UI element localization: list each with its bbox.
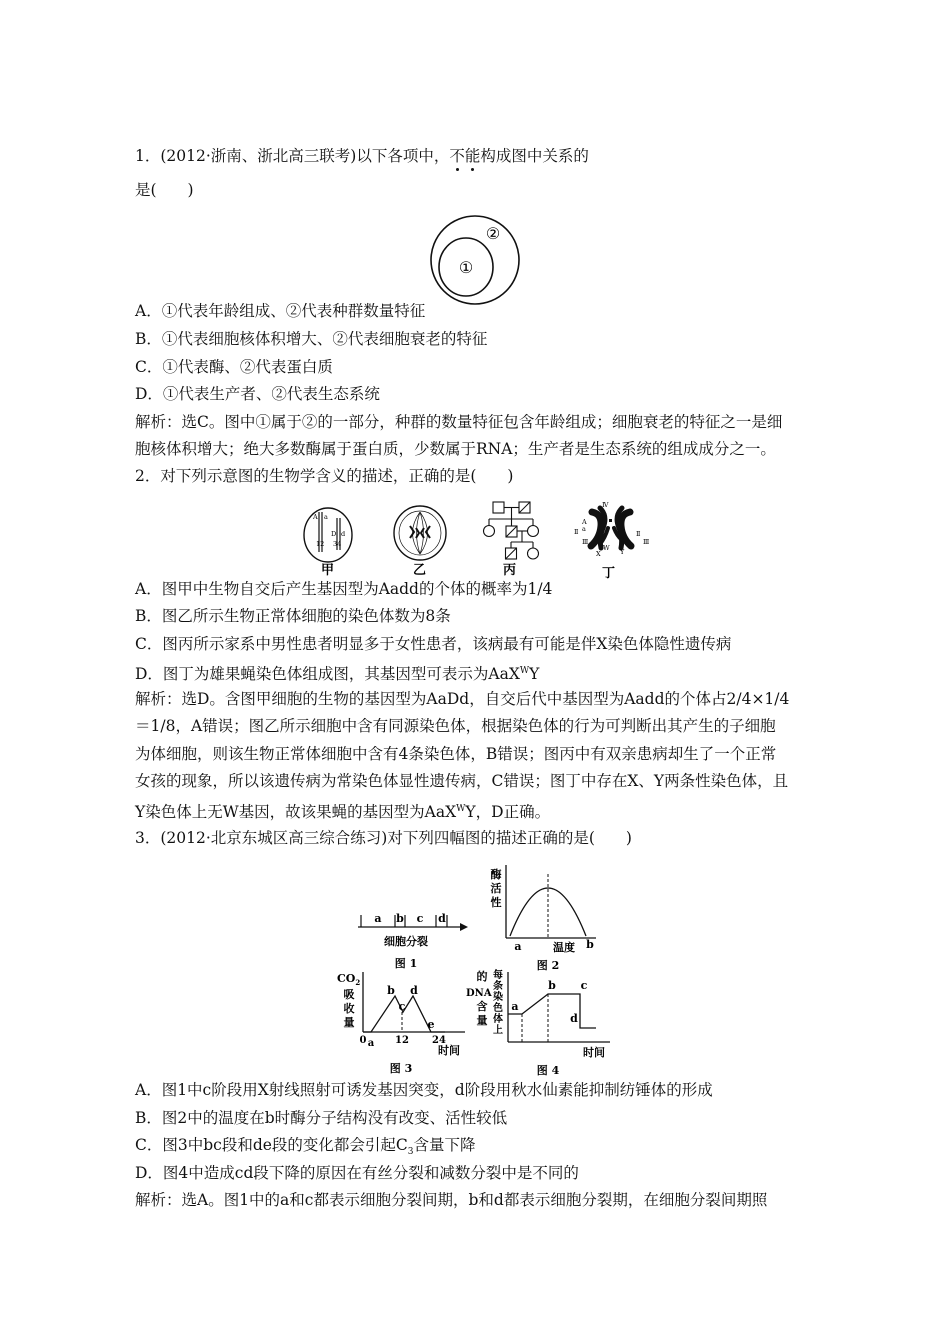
q3-option-c — [135, 1135, 476, 1162]
q3-fig1-seg-c: c — [416, 912, 424, 925]
q3-fig3-point-a: a — [367, 1038, 375, 1049]
q3-fig4-ylabel-a6: 上 — [493, 1025, 503, 1036]
q3-fig1-axis: 细胞分裂 — [384, 935, 428, 948]
q2-caption-ding: 丁 — [602, 566, 616, 581]
q3-option-d: D．图4中造成cd段下降的原因在有丝分裂和减数分裂中是不同的 — [135, 1164, 579, 1182]
q3-fig1-seg-b: b — [396, 912, 404, 925]
q3-fig3-tick-24: 24 — [432, 1035, 446, 1046]
q3-option-c-end: 含量下降 — [413, 1136, 476, 1154]
q2-ding-label-A: A — [582, 518, 587, 526]
q2-ding-label-IV: Ⅳ — [602, 501, 609, 509]
q2-option-d-sup: W — [519, 666, 530, 676]
q3-fig4-caption: 图 4 — [536, 1064, 560, 1077]
q3-fig3-point-b: b — [387, 984, 395, 997]
q3-fig4-point-c: c — [580, 979, 588, 992]
q3-fig4-point-b: b — [548, 979, 556, 992]
q2-fig-bing — [484, 502, 539, 559]
q3-option-a: A．图1中c阶段用X射线照射可诱发基因突变，d阶段用秋水仙素能抑制纺锤体的形成 — [135, 1081, 713, 1099]
q1-inner-label: ① — [458, 258, 474, 277]
q2-fig-ding — [574, 501, 649, 558]
q2-option-d — [135, 661, 539, 684]
q3-fig4-ylabel-b1: 含 — [476, 1000, 488, 1013]
q3-fig2-x-a: a — [514, 940, 522, 953]
q3-fig4-point-a: a — [511, 1000, 519, 1013]
q1-option-d: D．①代表生产者、②代表生态系统 — [135, 385, 380, 403]
q2-ding-label-X: X — [596, 550, 601, 558]
q2-analysis-line2: ＝1/8，A错误；图乙所示细胞中含有同源染色体，根据染色体的行为可判断出其产生的子细胞 — [135, 717, 776, 735]
q1-stem — [135, 146, 589, 166]
q2-analysis-end: Y，D正确。 — [465, 803, 551, 822]
q3-fig3-tick-12: 12 — [395, 1035, 409, 1046]
q3-fig3-caption: 图 3 — [389, 1062, 413, 1075]
q3-fig4-point-d: d — [570, 1012, 578, 1025]
q3-fig1-seg-a: a — [374, 912, 382, 925]
q3-fig2-ylabel-3: 性 — [490, 896, 502, 909]
q3-option-c-sub: 3 — [407, 1147, 414, 1158]
q2-option-a: A．图甲中生物自交后产生基因型为Aadd的个体的概率为1/4 — [135, 580, 553, 598]
q3-fig2-caption: 图 2 — [536, 959, 560, 972]
q3-analysis-line1: 解析：选A。图1中的a和c都表示细胞分裂间期，b和d都表示细胞分裂期，在细胞分裂间期照 — [135, 1191, 768, 1209]
q2-option-b: B．图乙所示生物正常体细胞的染色体数为8条 — [135, 607, 451, 625]
q3-fig2-ylabel-1: 酶 — [490, 868, 502, 881]
q3-figure-2 — [488, 860, 608, 975]
q2-ding-label-II-left: Ⅱ — [574, 528, 579, 536]
q3-fig4-de: 的 — [476, 970, 488, 983]
q3-fig2-xlabel: 温度 — [553, 941, 575, 954]
q2-jia-label-12: 12 — [316, 540, 325, 548]
q2-analysis-line5-text: Y染色体上无W基因，故该果蝇的基因型为AaX — [135, 803, 457, 822]
q3-fig4-ylabel-a4: 色 — [493, 1003, 503, 1014]
q1-stem-post: 构成图中关系的 — [480, 147, 589, 165]
q2-figures — [295, 498, 695, 581]
q2-analysis-line5 — [135, 799, 550, 822]
q2-ding-label-W: W — [603, 544, 610, 552]
q1-analysis-line1: 解析：选C。图中①属于②的一部分，种群的数量特征包含年龄组成；细胞衰老的特征之一是细 — [135, 413, 783, 431]
q3-fig3-xlabel: 时间 — [438, 1044, 460, 1057]
q2-stem: 2．对下列示意图的生物学含义的描述，正确的是( ) — [135, 467, 514, 485]
q3-fig3-co2-sub: 2 — [355, 978, 361, 987]
q1-option-b: B．①代表细胞核体积增大、②代表细胞衰老的特征 — [135, 330, 488, 348]
q1-analysis-line2: 胞核体积增大；绝大多数酶属于蛋白质，少数属于RNA；生产者是生态系统的组成成分之一。 — [135, 440, 776, 458]
q1-stem-emph1: 不 — [449, 147, 465, 165]
q3-fig4-ylabel-a1: 每 — [493, 970, 503, 981]
q3-option-c-text: C．图3中bc段和de段的变化都会引起C — [135, 1136, 408, 1154]
q1-option-a: A．①代表年龄组成、②代表种群数量特征 — [135, 302, 426, 320]
q2-analysis-line4: 女孩的现象，所以该遗传病为常染色体显性遗传病，C错误；图丁中存在X、Y两条性染色体，且 — [135, 772, 789, 790]
q2-jia-label-d: d — [341, 530, 346, 538]
q2-jia-label-D: D — [331, 530, 337, 538]
q3-fig4-ylabel-a3: 染 — [493, 992, 503, 1003]
q2-analysis-sup: W — [456, 804, 466, 814]
q3-fig1-caption: 图 1 — [394, 957, 418, 970]
q3-fig3-tick-0: 0 — [359, 1035, 367, 1046]
q3-fig4-dna: DNA — [466, 988, 492, 999]
q2-ding-label-III-left: Ⅲ — [582, 538, 589, 546]
q3-fig2-ylabel-2: 活 — [490, 882, 502, 895]
q1-stem-pre: 1．(2012·浙南、浙北高三联考)以下各项中， — [135, 147, 450, 165]
q3-figure-3 — [335, 968, 475, 1078]
q1-venn-figure — [430, 215, 520, 305]
q3-fig3-point-d: d — [410, 984, 418, 997]
q2-jia-label-a: a — [324, 513, 328, 521]
q2-analysis-line1: 解析：选D。含图甲细胞的生物的基因型为AaDd，自交后代中基因型为Aadd的个体占2/4×1/4 — [135, 690, 790, 708]
q2-analysis-line3: 为体细胞，则该生物正常体细胞中含有4条染色体，B错误；图丙中有双亲患病却生了一个正常 — [135, 745, 777, 763]
q3-fig3-ylabel-2: 收 — [343, 1002, 355, 1015]
q2-ding-label-II-right: Ⅱ — [636, 530, 641, 538]
q3-fig3-co2: $CO_2$ — [337, 972, 361, 987]
q3-fig4-ylabel-a2: 条 — [493, 981, 503, 992]
q3-fig3-ylabel-3: 量 — [343, 1016, 355, 1029]
q3-fig4-xlabel: 时间 — [583, 1046, 605, 1059]
q3-figure-1 — [350, 905, 470, 975]
q2-jia-label-34: 34 — [333, 540, 342, 548]
q1-outer-label: ② — [485, 224, 501, 243]
q2-caption-jia: 甲 — [321, 563, 335, 578]
q1-option-c: C．①代表酶、②代表蛋白质 — [135, 358, 333, 376]
q3-fig3-point-e: e — [427, 1018, 435, 1031]
q2-option-c: C．图丙所示家系中男性患者明显多于女性患者，该病最有可能是伴X染色体隐性遗传病 — [135, 635, 732, 653]
q2-option-d-end: Y — [529, 665, 540, 684]
q1-stem-line2: 是( ) — [135, 181, 194, 199]
q3-fig3-point-c: c — [398, 1000, 406, 1013]
q2-fig-jia — [304, 508, 352, 562]
q2-caption-bing: 丙 — [503, 563, 517, 578]
q2-option-d-text: D．图丁为雄果蝇染色体组成图，其基因型可表示为AaX — [135, 665, 520, 684]
q3-figure-4 — [466, 970, 618, 1080]
q1-outer-circle — [431, 216, 519, 304]
q3-stem: 3．(2012·北京东城区高三综合练习)对下列四幅图的描述正确的是( ) — [135, 829, 632, 847]
q3-fig4-ylabel-b2: 量 — [476, 1014, 488, 1027]
q2-jia-label-A: A — [313, 513, 318, 521]
q3-option-b: B．图2中的温度在b时酶分子结构没有改变、活性较低 — [135, 1109, 508, 1127]
q3-fig2-x-b: b — [586, 938, 594, 951]
q3-fig3-ylabel-1: 吸 — [343, 988, 355, 1001]
q3-fig1-seg-d: d — [438, 912, 446, 925]
q2-ding-label-Y: Y — [620, 548, 625, 556]
q2-caption-yi: 乙 — [413, 563, 427, 578]
q2-ding-label-a: a — [582, 525, 586, 533]
q2-ding-label-III-right: Ⅲ — [643, 538, 650, 546]
q3-fig4-ylabel-a5: 体 — [493, 1014, 503, 1025]
q2-fig-yi — [394, 506, 446, 560]
q1-stem-emph2: 能 — [464, 147, 481, 165]
